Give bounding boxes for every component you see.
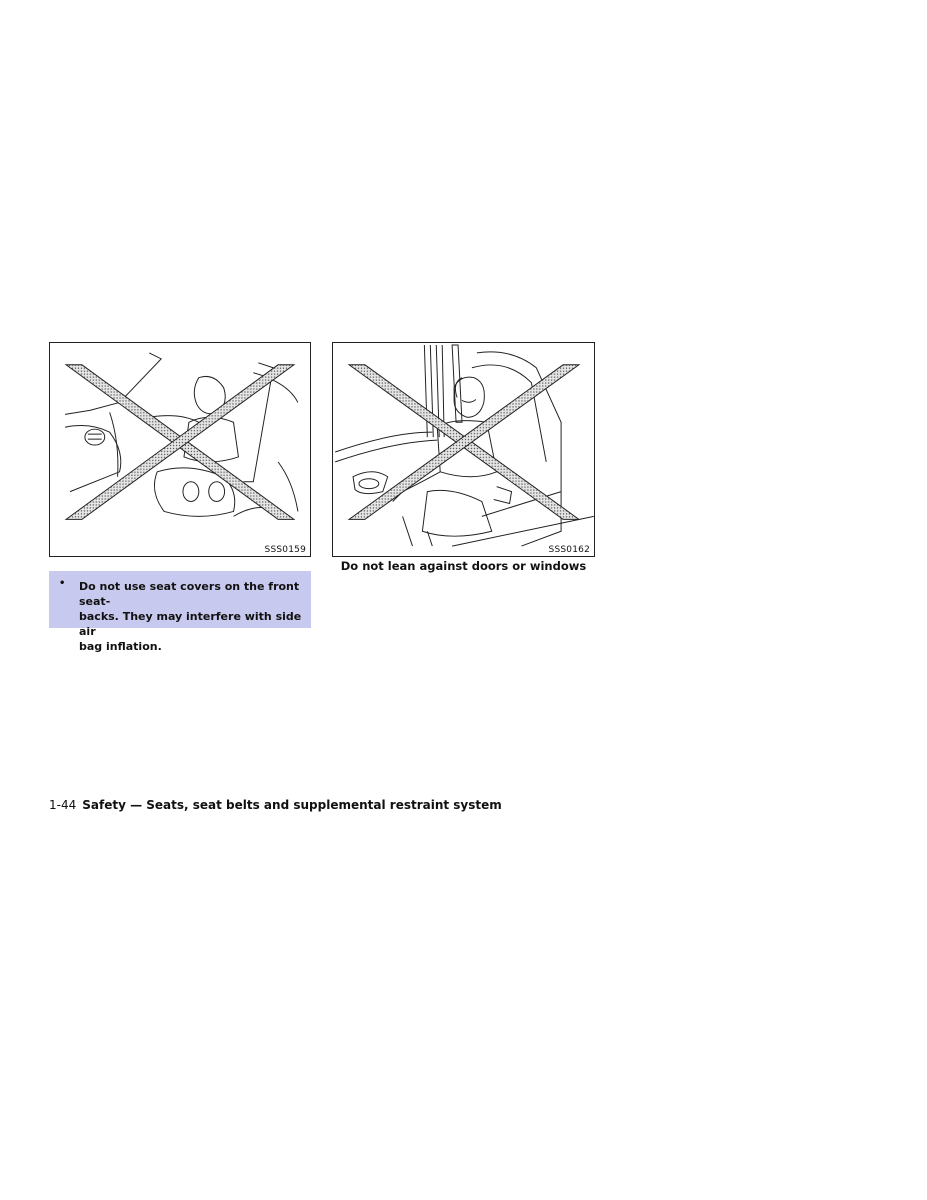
warning-box — [49, 571, 311, 653]
bullet-icon: • — [59, 578, 66, 589]
page-number: 1-44 — [49, 798, 77, 812]
figure-seat-cover-illustration — [49, 342, 311, 557]
seat-cover-illustration — [50, 343, 310, 556]
section-title: Safety — Seats, seat belts and supplemental restraint system — [82, 798, 502, 812]
page-footer — [49, 798, 502, 812]
figure-caption: Do not lean against doors or windows — [340, 559, 587, 573]
leaning-on-door-illustration — [333, 343, 594, 556]
warning-text: Do not use seat covers on the front seat- backs. They may interfere with side air bag inflation. — [79, 580, 302, 653]
figure-code: SSS0159 — [264, 545, 306, 555]
figure-code: SSS0162 — [548, 545, 590, 555]
figure-leaning-illustration — [332, 342, 595, 557]
